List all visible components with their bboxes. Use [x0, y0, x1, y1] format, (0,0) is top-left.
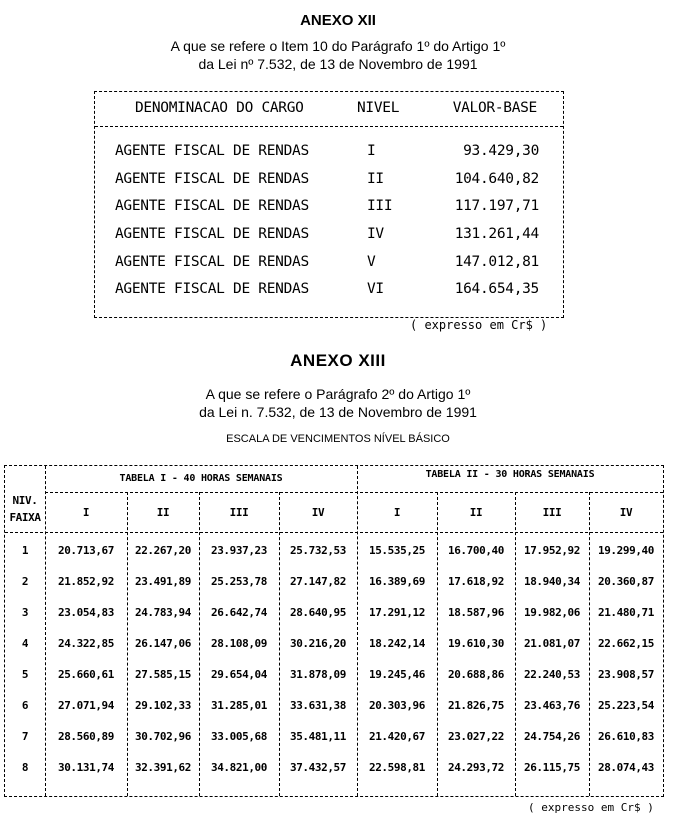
cargo-nivel: V	[367, 254, 376, 270]
cargo-valor: 104.640,82	[454, 171, 539, 187]
salary-value: 22.267,20	[134, 544, 191, 557]
scale-title: ESCALA DE VENCIMENTOS NÍVEL BÁSICO	[226, 433, 450, 445]
cargo-valor: 117.197,71	[454, 198, 539, 214]
salary-value: 30.131,74	[57, 761, 114, 774]
header-divider	[95, 126, 563, 127]
salary-value: 34.821,00	[210, 761, 267, 774]
anexo-xii-subtitle-line1: A que se refere o Item 10 do Parágrafo 1º do Artigo 1º	[170, 38, 506, 54]
faixa-label: 4	[21, 637, 29, 650]
salary-value: 20.303,96	[368, 699, 425, 712]
cargo-name: AGENTE FISCAL DE RENDAS	[115, 226, 309, 242]
column-header-t2-4: IV	[619, 506, 633, 519]
salary-value: 17.952,92	[523, 544, 580, 557]
column-header-t1-2: II	[156, 506, 170, 519]
anexo-xiii-subtitle-line1: A que se refere o Parágrafo 2º do Artigo 1º	[205, 386, 471, 402]
cargo-nivel: II	[367, 171, 384, 187]
header-denominacao: DENOMINACAO DO CARGO	[135, 100, 304, 116]
salary-value: 23.054,83	[57, 606, 114, 619]
salary-value: 25.660,61	[57, 668, 114, 681]
row-header-niv: NIV.	[12, 494, 38, 507]
salary-value: 25.223,54	[597, 699, 654, 712]
cargo-nivel: III	[367, 198, 393, 214]
salary-value: 33.005,68	[210, 730, 267, 743]
salary-value: 32.391,62	[134, 761, 191, 774]
anexo-xiii-currency-note: ( expresso em Cr$ )	[528, 801, 654, 814]
salary-value: 25.732,53	[289, 544, 346, 557]
header-nivel: NIVEL	[357, 100, 400, 116]
faixa-label: 6	[21, 699, 29, 712]
cargo-valor: 164.654,35	[454, 281, 539, 297]
salary-value: 16.700,40	[447, 544, 504, 557]
cargo-name: AGENTE FISCAL DE RENDAS	[115, 143, 309, 159]
salary-value: 30.702,96	[134, 730, 191, 743]
salary-value: 28.108,09	[210, 637, 267, 650]
column-header-t1-1: I	[82, 506, 90, 519]
table-row	[95, 254, 563, 278]
salary-value: 23.908,57	[597, 668, 654, 681]
cargo-valor: 147.012,81	[454, 254, 539, 270]
column-header-t1-4: IV	[311, 506, 325, 519]
table-row	[95, 143, 563, 167]
salary-value: 30.216,20	[289, 637, 346, 650]
anexo-xiii-subtitle-line2: da Lei n. 7.532, de 13 de Novembro de 1991	[199, 404, 477, 420]
salary-value: 29.102,33	[134, 699, 191, 712]
faixa-label: 2	[21, 575, 29, 588]
anexo-xii-title: ANEXO XII	[300, 12, 376, 29]
salary-value: 37.432,57	[289, 761, 346, 774]
salary-value: 24.322,85	[57, 637, 114, 650]
table-row	[95, 198, 563, 222]
cargo-name: AGENTE FISCAL DE RENDAS	[115, 281, 309, 297]
salary-value: 19.982,06	[523, 606, 580, 619]
salary-value: 27.585,15	[134, 668, 191, 681]
header-valor-base: VALOR-BASE	[452, 100, 537, 116]
salary-value: 23.937,23	[210, 544, 267, 557]
salary-value: 31.285,01	[210, 699, 267, 712]
salary-value: 24.783,94	[134, 606, 191, 619]
salary-value: 35.481,11	[289, 730, 346, 743]
salary-value: 21.826,75	[447, 699, 504, 712]
cargo-table-header	[95, 100, 563, 124]
group-header-tabela-i: TABELA I - 40 HORAS SEMANAIS	[119, 473, 283, 484]
salary-value: 28.640,95	[289, 606, 346, 619]
salary-value: 19.245,46	[368, 668, 425, 681]
column-header-t1-3: III	[229, 506, 249, 519]
salary-value: 28.560,89	[57, 730, 114, 743]
cargo-table	[94, 91, 564, 318]
salary-value: 26.115,75	[523, 761, 580, 774]
salary-value: 22.662,15	[597, 637, 654, 650]
faixa-label: 5	[21, 668, 29, 681]
table-row	[95, 226, 563, 250]
table-row	[95, 281, 563, 305]
cargo-nivel: IV	[367, 226, 384, 242]
salary-value: 33.631,38	[289, 699, 346, 712]
salary-value: 20.713,67	[57, 544, 114, 557]
salary-value: 31.878,09	[289, 668, 346, 681]
salary-value: 15.535,25	[368, 544, 425, 557]
group-divider	[45, 492, 663, 493]
salary-value: 18.940,34	[523, 575, 580, 588]
salary-value: 24.754,26	[523, 730, 580, 743]
column-header-t2-1: I	[393, 506, 401, 519]
cargo-valor: 131.261,44	[454, 226, 539, 242]
salary-value: 19.610,30	[447, 637, 504, 650]
salary-value: 23.027,22	[447, 730, 504, 743]
cargo-valor: 93.429,30	[463, 143, 539, 159]
salary-value: 21.081,07	[523, 637, 580, 650]
salary-value: 27.147,82	[289, 575, 346, 588]
salary-value: 27.071,94	[57, 699, 114, 712]
faixa-label: 8	[21, 761, 29, 774]
salary-value: 18.242,14	[368, 637, 425, 650]
cargo-name: AGENTE FISCAL DE RENDAS	[115, 171, 309, 187]
salary-value: 21.852,92	[57, 575, 114, 588]
faixa-label: 1	[21, 544, 29, 557]
salary-value: 17.618,92	[447, 575, 504, 588]
salary-value: 22.598,81	[368, 761, 425, 774]
salary-value: 22.240,53	[523, 668, 580, 681]
salary-value: 24.293,72	[447, 761, 504, 774]
vencimentos-table	[4, 465, 664, 797]
column-header-t2-2: II	[469, 506, 483, 519]
cargo-nivel: I	[367, 143, 376, 159]
salary-value: 16.389,69	[368, 575, 425, 588]
row-header-faixa: FAIXA	[9, 511, 41, 524]
anexo-xii-currency-note: ( expresso em Cr$ )	[410, 318, 548, 332]
salary-value: 21.480,71	[597, 606, 654, 619]
group-header-tabela-ii: TABELA II - 30 HORAS SEMANAIS	[425, 469, 595, 480]
faixa-label: 7	[21, 730, 29, 743]
faixa-label: 3	[21, 606, 29, 619]
column-header-t2-3: III	[542, 506, 562, 519]
salary-value: 29.654,04	[210, 668, 267, 681]
cargo-nivel: VI	[367, 281, 384, 297]
cargo-name: AGENTE FISCAL DE RENDAS	[115, 198, 309, 214]
salary-value: 20.688,86	[447, 668, 504, 681]
salary-value: 23.463,76	[523, 699, 580, 712]
salary-value: 26.610,83	[597, 730, 654, 743]
salary-value: 19.299,40	[597, 544, 654, 557]
anexo-xii-subtitle-line2: da Lei nº 7.532, de 13 de Novembro de 1991	[198, 56, 478, 72]
salary-value: 18.587,96	[447, 606, 504, 619]
salary-value: 25.253,78	[210, 575, 267, 588]
salary-value: 23.491,89	[134, 575, 191, 588]
anexo-xiii-title: ANEXO XIII	[290, 351, 386, 370]
salary-value: 26.642,74	[210, 606, 267, 619]
header-divider	[5, 532, 663, 533]
salary-value: 17.291,12	[368, 606, 425, 619]
salary-value: 28.074,43	[597, 761, 654, 774]
salary-value: 20.360,87	[597, 575, 654, 588]
salary-value: 21.420,67	[368, 730, 425, 743]
cargo-name: AGENTE FISCAL DE RENDAS	[115, 254, 309, 270]
table-row	[95, 171, 563, 195]
salary-value: 26.147,06	[134, 637, 191, 650]
